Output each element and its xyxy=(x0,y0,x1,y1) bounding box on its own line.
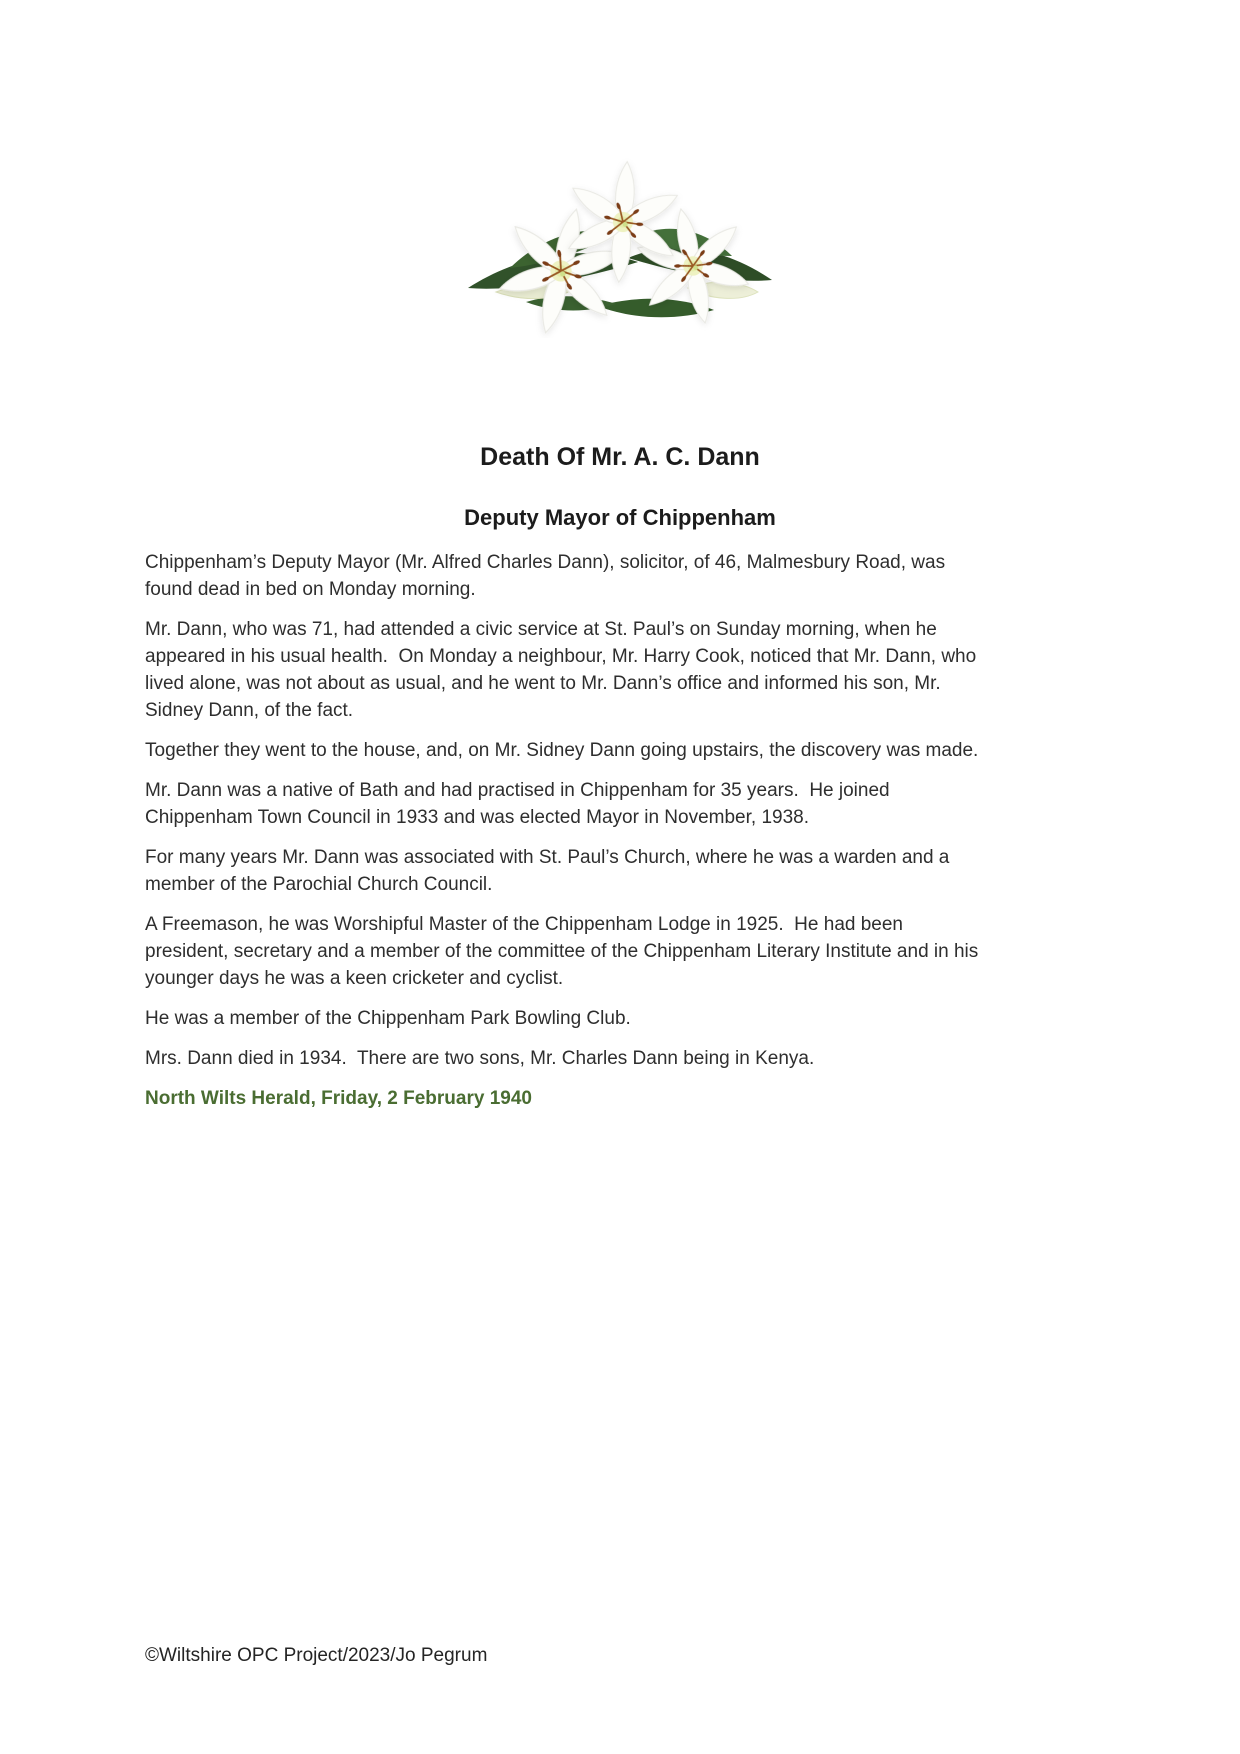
paragraph: Mr. Dann was a native of Bath and had practised in Chippenham for 35 years. He joined Chippenham Town Council in 1933 and was elected Mayor in November, 1938. xyxy=(145,780,895,828)
paragraph: Mr. Dann, who was 71, had attended a civic service at St. Paul’s on Sunday morning, when he appeared in his usual health. On Monday a neighbour, Mr. Harry Cook, noticed that Mr. Dann, who lived alone, was not about as usual, and he went to Mr. Dann’s office and informed his son, Mr. Sidney Dann, of the fact. xyxy=(145,619,982,721)
paragraph: A Freemason, he was Worshipful Master of the Chippenham Lodge in 1925. He had been president, secretary and a member of the committee of the Chippenham Literary Institute and in his younger days he was a keen cricketer and cyclist. xyxy=(145,914,984,989)
page-subtitle: Deputy Mayor of Chippenham xyxy=(464,505,776,530)
citation-line: North Wilts Herald, Friday, 2 February 1940 xyxy=(145,1088,532,1109)
paragraph: Mrs. Dann died in 1934. There are two sons, Mr. Charles Dann being in Kenya. xyxy=(145,1048,815,1069)
paragraphs-container xyxy=(145,549,990,1072)
paragraph: He was a member of the Chippenham Park Bowling Club. xyxy=(145,1008,631,1029)
paragraph: Together they went to the house, and, on Mr. Sidney Dann going upstairs, the discovery was made. xyxy=(145,740,979,761)
copyright-footer: ©Wiltshire OPC Project/2023/Jo Pegrum xyxy=(145,1645,488,1666)
page-title: Death Of Mr. A. C. Dann xyxy=(480,443,760,471)
article-body xyxy=(145,549,990,1112)
white-lilies-illustration xyxy=(460,158,780,338)
paragraph: For many years Mr. Dann was associated with St. Paul’s Church, where he was a warden and a member of the Parochial Church Council. xyxy=(145,847,955,895)
white-lilies-image xyxy=(460,158,780,343)
paragraph: Chippenham’s Deputy Mayor (Mr. Alfred Charles Dann), solicitor, of 46, Malmesbury Road, was found dead in bed on Monday morning. xyxy=(145,552,951,600)
